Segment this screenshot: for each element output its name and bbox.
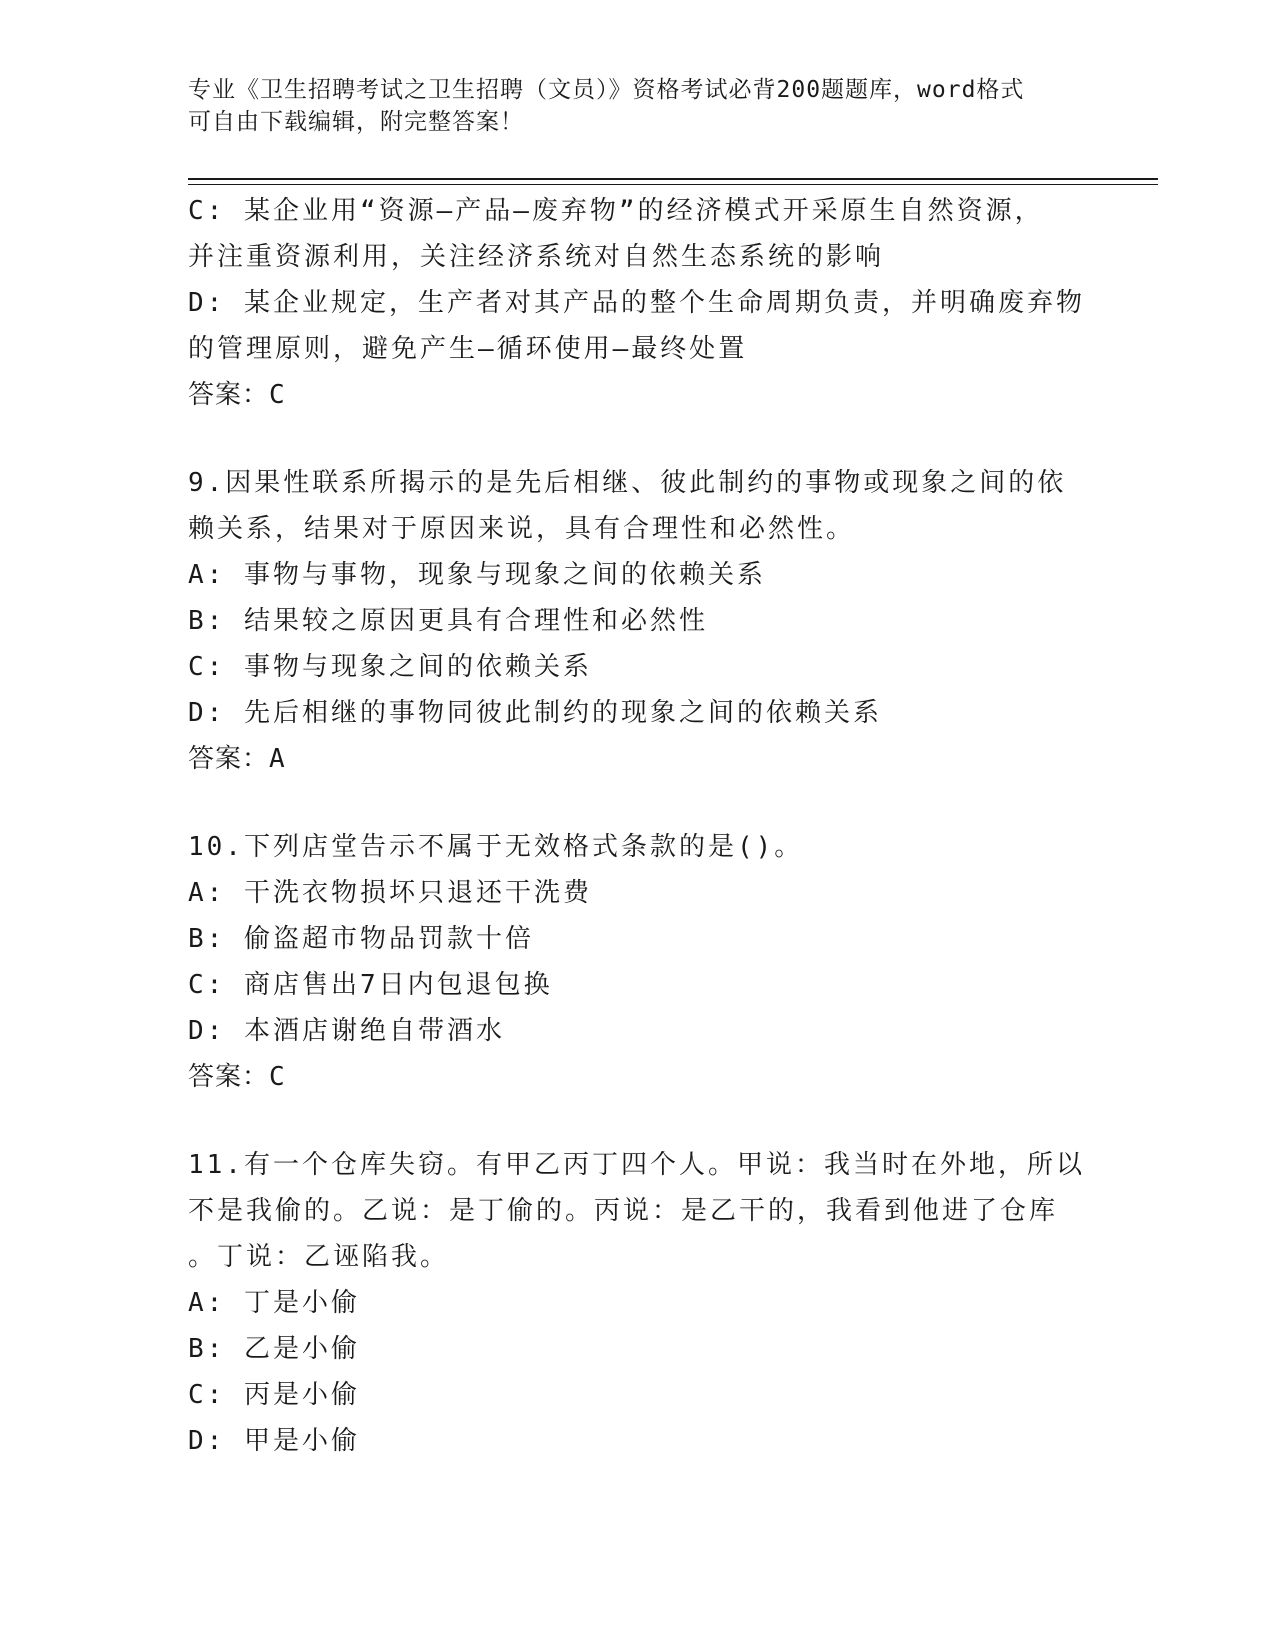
question-10-option-b: B: 偷盗超市物品罚款十倍 (188, 924, 534, 954)
question-11-option-a: A: 丁是小偷 (188, 1288, 360, 1318)
question-8-answer: 答案：C (188, 380, 286, 410)
question-spacer (188, 1100, 1088, 1142)
document-header (188, 74, 1088, 138)
question-9-stem-line-2: 赖关系，结果对于原因来说，具有合理性和必然性。 (188, 514, 856, 544)
question-10-option-c: C: 商店售出7日内包退包换 (188, 970, 553, 1000)
question-10-option-a: A: 干洗衣物损坏只退还干洗费 (188, 878, 592, 908)
header-divider (188, 178, 1158, 185)
question-11-stem-line-3: 。丁说：乙诬陷我。 (188, 1242, 450, 1272)
question-9 (188, 460, 1088, 782)
header-title-line-1: 专业《卫生招聘考试之卫生招聘（文员）》资格考试必背200题题库，word格式 (188, 77, 1025, 103)
question-spacer (188, 782, 1088, 824)
question-9-option-d: D: 先后相继的事物同彼此制约的现象之间的依赖关系 (188, 698, 882, 728)
question-spacer (188, 418, 1088, 460)
question-9-option-b: B: 结果较之原因更具有合理性和必然性 (188, 606, 708, 636)
question-9-option-c: C: 事物与现象之间的依赖关系 (188, 652, 592, 682)
question-10 (188, 824, 1088, 1100)
question-8-continued (188, 188, 1088, 418)
question-10-option-d: D: 本酒店谢绝自带酒水 (188, 1016, 505, 1046)
question-11-stem-line-1: 11.有一个仓库失窃。有甲乙丙丁四个人。甲说：我当时在外地，所以 (188, 1150, 1085, 1180)
header-title-line-2: 可自由下载编辑，附完整答案！ (188, 109, 524, 135)
question-11-option-b: B: 乙是小偷 (188, 1334, 360, 1364)
question-11-option-d: D: 甲是小偷 (188, 1426, 360, 1456)
question-11 (188, 1142, 1088, 1464)
question-8-option-d-line-1: D: 某企业规定，生产者对其产品的整个生命周期负责，并明确废弃物 (188, 288, 1085, 318)
question-11-option-c: C: 丙是小偷 (188, 1380, 360, 1410)
question-8-option-c-line-1: C: 某企业用“资源—产品—废弃物”的经济模式开采原生自然资源， (188, 196, 1044, 226)
question-10-stem: 10.下列店堂告示不属于无效格式条款的是()。 (188, 832, 804, 862)
question-8-option-d-line-2: 的管理原则，避免产生—循环使用—最终处置 (188, 334, 748, 364)
question-11-stem-line-2: 不是我偷的。乙说：是丁偷的。丙说：是乙干的，我看到他进了仓库 (188, 1196, 1059, 1226)
question-9-stem-line-1: 9.因果性联系所揭示的是先后相继、彼此制约的事物或现象之间的依 (188, 468, 1067, 498)
question-9-answer: 答案：A (188, 744, 286, 774)
question-8-option-c-line-2: 并注重资源利用，关注经济系统对自然生态系统的影响 (188, 242, 885, 272)
question-list (188, 188, 1088, 1464)
question-10-answer: 答案：C (188, 1062, 286, 1092)
question-9-option-a: A: 事物与事物，现象与现象之间的依赖关系 (188, 560, 766, 590)
